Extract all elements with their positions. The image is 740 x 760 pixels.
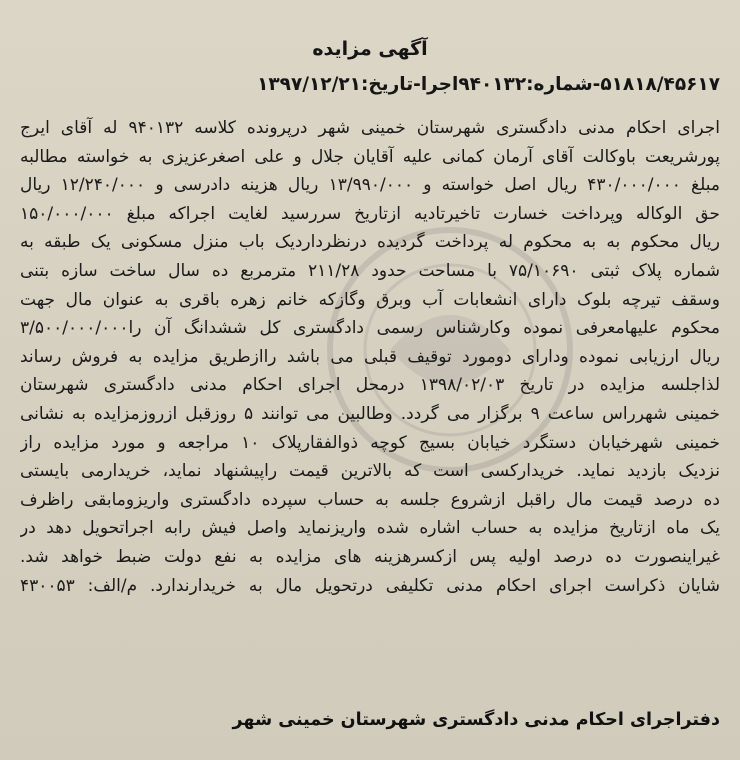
- body-line: خمینی شهرراس ساعت ۹ برگزار می گردد. وطالبین می توانند ۵ روزقبل ازروزمزایده به نشانی: [20, 403, 720, 424]
- body-line: پورشریعت باوکالت آقای آرمان کمانی علیه آقایان جلال و علی اصغرعزیزی به خواسته مطالبه: [20, 146, 720, 167]
- body-line: ریال محکوم به به محکوم له پرداخت گردیده درنظرداردیک باب منزل مسکونی یک طبقه به: [20, 232, 720, 253]
- notice-signature: دفتراجرای احکام مدنی دادگستری شهرستان خمینی شهر: [232, 710, 720, 730]
- body-line: مبلغ ۴۳۰/۰۰۰/۰۰۰ ریال اصل خواسته و ۱۳/۹۹۰/۰۰۰ ریال هزینه دادرسی و ۱۲/۲۴۰/۰۰۰ ریال: [20, 175, 720, 196]
- body-line: یک ماه ازتاریخ مزایده به حساب اشاره شده واریزنماید واصل فیش رابه اجراتحویل دهد در: [20, 518, 720, 539]
- body-line: ده درصد قیمت مال راقبل ازشروع جلسه به حساب سپرده دادگستری واریزومابقی راظرف: [20, 489, 720, 510]
- body-line: وسقف تیرچه بلوک دارای انشعابات آب وبرق وگازکه خانم زهره باقری به عنوان مال جهت: [20, 289, 720, 310]
- notice-reference: ۵۱۸۱۸/۴۵۶۱۷-شماره:۹۴۰۱۳۲اجرا-تاریخ:۱۳۹۷/۱۲/۲۱: [257, 74, 720, 95]
- body-line: محکوم علیهامعرفی نموده وکارشناس رسمی دادگستری کل ششدانگ آن را۳/۵۰۰/۰۰۰/۰۰۰: [20, 318, 720, 339]
- body-line: حق الوکاله وپرداخت خسارت تاخیرتادیه ازتاریخ سررسید لغایت اجراکه مبلغ ۱۵۰/۰۰۰/۰۰۰: [20, 203, 720, 224]
- body-line: لذاجلسه مزایده در تاریخ ۱۳۹۸/۰۲/۰۳ درمحل اجرای احکام مدنی دادگستری شهرستان: [20, 375, 720, 396]
- body-line: غیراینصورت ده درصد اولیه پس ازکسرهزینه های مزایده به نفع دولت ضبط خواهد شد.: [20, 546, 720, 567]
- body-line: اجرای احکام مدنی دادگستری شهرستان خمینی شهر درپرونده کلاسه ۹۴۰۱۳۲ له آقای ایرج: [20, 118, 720, 138]
- body-line: نزدیک بازدید نماید. خریدارکسی است که بالاترین قیمت راپیشنهاد نماید، خریدارمی بایستی: [20, 461, 720, 482]
- body-line: شماره پلاک ثبتی ۷۵/۱۰۶۹۰ با مساحت حدود ۲۱۱/۲۸ مترمربع ده سال ساخت سازه بتنی: [20, 260, 720, 281]
- notice-body: [20, 114, 720, 600]
- notice-title: آگهی مزایده: [312, 38, 428, 60]
- body-line: ریال ارزیابی نموده ودارای دومورد توقیف قبلی می باشد راازطریق مزایده به فروش رساند: [20, 346, 720, 367]
- body-line: شایان ذکراست اجرای احکام مدنی تکلیفی درتحویل مال به خریدارندارد. م/الف: ۴۳۰۰۵۳: [20, 575, 720, 596]
- body-line: خمینی شهرخیابان دستگرد خیابان بسیج کوچه ذوالفقارپلاک ۱۰ مراجعه و مورد مزایده راز: [20, 432, 720, 453]
